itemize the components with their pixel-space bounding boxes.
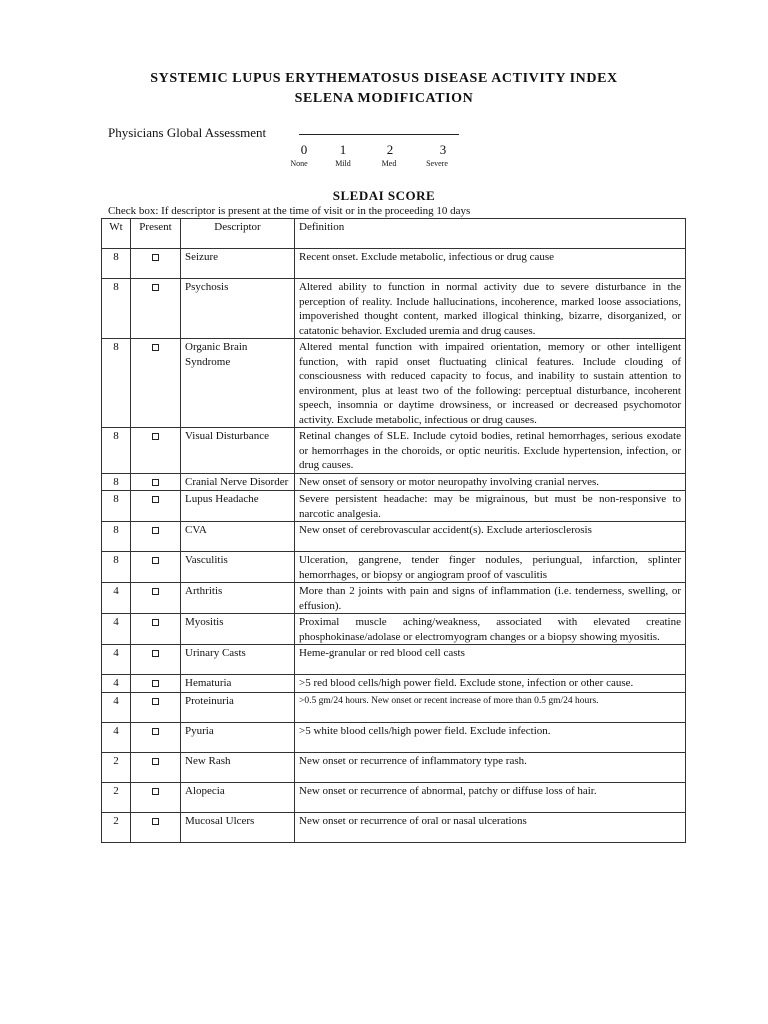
present-checkbox-cell[interactable] [131, 491, 181, 522]
row-definition: Severe persistent headache: may be migrainous, but must be non-responsive to narcotic analgesia. [295, 491, 686, 522]
row-descriptor: Arthritis [181, 583, 295, 614]
row-definition: New onset or recurrence of abnormal, patchy or diffuse loss of hair. [295, 782, 686, 812]
row-descriptor: Vasculitis [181, 552, 295, 583]
present-checkbox-cell[interactable] [131, 782, 181, 812]
checkbox-icon[interactable] [152, 788, 159, 795]
row-definition: Heme-granular or red blood cell casts [295, 645, 686, 675]
row-definition: >5 red blood cells/high power field. Exclude stone, infection or other cause. [295, 675, 686, 693]
table-row [102, 752, 686, 782]
checkbox-icon[interactable] [152, 698, 159, 705]
table-row [102, 428, 686, 474]
present-checkbox-cell[interactable] [131, 812, 181, 842]
row-weight: 8 [102, 428, 131, 474]
row-descriptor: New Rash [181, 752, 295, 782]
table-row [102, 614, 686, 645]
sledai-title: SLEDAI SCORE [332, 188, 436, 203]
table-header-row [102, 219, 686, 249]
row-weight: 8 [102, 249, 131, 279]
present-checkbox-cell[interactable] [131, 722, 181, 752]
row-descriptor: Alopecia [181, 782, 295, 812]
row-weight: 4 [102, 692, 131, 722]
checkbox-icon[interactable] [152, 588, 159, 595]
scale-label-none: None [290, 159, 308, 168]
document-title-line2: SELENA MODIFICATION [294, 91, 474, 106]
row-weight: 4 [102, 583, 131, 614]
row-definition: More than 2 joints with pain and signs of inflammation (i.e. tenderness, swelling, or effusion). [295, 583, 686, 614]
row-definition: New onset of sensory or motor neuropathy involving cranial nerves. [295, 473, 686, 491]
checkbox-icon[interactable] [152, 479, 159, 486]
table-row [102, 645, 686, 675]
table-row [102, 552, 686, 583]
checkbox-icon[interactable] [152, 344, 159, 351]
row-weight: 2 [102, 812, 131, 842]
scale-label-severe: Severe [426, 159, 448, 168]
table-row [102, 522, 686, 552]
row-definition: New onset or recurrence of inflammatory type rash. [295, 752, 686, 782]
column-header-definition: Definition [295, 219, 686, 249]
present-checkbox-cell[interactable] [131, 552, 181, 583]
row-descriptor: Urinary Casts [181, 645, 295, 675]
row-descriptor: Lupus Headache [181, 491, 295, 522]
row-definition: >5 white blood cells/high power field. Exclude infection. [295, 722, 686, 752]
row-descriptor: Hematuria [181, 675, 295, 693]
row-weight: 4 [102, 645, 131, 675]
physician-assessment-label: Physicians Global Assessment [108, 125, 267, 140]
row-definition: Altered ability to function in normal activity due to severe disturbance in the perception of reality. Include hallucinations, incoherence, marked loose associations, impoverished thought content, marked illogical thinking, bizarre, disorganized, or catatonic behavior. Excluded uremia and drug causes. [295, 279, 686, 339]
present-checkbox-cell[interactable] [131, 583, 181, 614]
row-weight: 8 [102, 522, 131, 552]
scale-value-3: 3 [439, 142, 447, 157]
checkbox-icon[interactable] [152, 254, 159, 261]
checkbox-icon[interactable] [152, 680, 159, 687]
row-definition: New onset of cerebrovascular accident(s). Exclude arteriosclerosis [295, 522, 686, 552]
table-row [102, 473, 686, 491]
table-row [102, 782, 686, 812]
row-descriptor: Psychosis [181, 279, 295, 339]
scale-value-1: 1 [339, 142, 347, 157]
checkbox-icon[interactable] [152, 284, 159, 291]
column-header-descriptor: Descriptor [181, 219, 295, 249]
present-checkbox-cell[interactable] [131, 522, 181, 552]
row-weight: 4 [102, 675, 131, 693]
row-descriptor: Seizure [181, 249, 295, 279]
checkbox-icon[interactable] [152, 818, 159, 825]
row-definition: >0.5 gm/24 hours. New onset or recent increase of more than 0.5 gm/24 hours. [295, 692, 686, 722]
row-weight: 8 [102, 279, 131, 339]
checkbox-icon[interactable] [152, 433, 159, 440]
table-row [102, 583, 686, 614]
scale-label-med: Med [381, 159, 397, 168]
sledai-table [101, 218, 686, 843]
checkbox-icon[interactable] [152, 650, 159, 657]
present-checkbox-cell[interactable] [131, 645, 181, 675]
table-row [102, 339, 686, 428]
table-row [102, 491, 686, 522]
present-checkbox-cell[interactable] [131, 428, 181, 474]
row-weight: 2 [102, 752, 131, 782]
present-checkbox-cell[interactable] [131, 473, 181, 491]
present-checkbox-cell[interactable] [131, 339, 181, 428]
present-checkbox-cell[interactable] [131, 692, 181, 722]
row-descriptor: Proteinuria [181, 692, 295, 722]
scale-label-mild: Mild [335, 159, 351, 168]
row-descriptor: Mucosal Ulcers [181, 812, 295, 842]
table-row [102, 675, 686, 693]
table-row [102, 692, 686, 722]
row-weight: 4 [102, 614, 131, 645]
present-checkbox-cell[interactable] [131, 249, 181, 279]
row-descriptor: Visual Disturbance [181, 428, 295, 474]
table-row [102, 249, 686, 279]
present-checkbox-cell[interactable] [131, 279, 181, 339]
row-definition: Ulceration, gangrene, tender finger nodules, periungual, infarction, splinter hemorrhages, or biopsy or angiogram proof of vasculitis [295, 552, 686, 583]
row-weight: 8 [102, 552, 131, 583]
row-weight: 4 [102, 722, 131, 752]
table-row [102, 812, 686, 842]
table-row [102, 722, 686, 752]
checkbox-icon[interactable] [152, 496, 159, 503]
row-descriptor: Pyuria [181, 722, 295, 752]
row-definition: Recent onset. Exclude metabolic, infectious or drug cause [295, 249, 686, 279]
check-instruction: Check box: If descriptor is present at the time of visit or in the proceeding 10 days [108, 205, 471, 217]
row-definition: Altered mental function with impaired orientation, memory or other intelligent function, with rapid onset fluctuating clinical features. Include clouding of consciousness with reduced capacity to focus, and inability to sustain attention to environment, plus at least two of the following: perceptual disturbance, incoherent speech, insomnia or daytime drowsiness, or increased or decreased psychomotor activity. Exclude metabolic, infectious or drug causes. [295, 339, 686, 428]
row-descriptor: Cranial Nerve Disorder [181, 473, 295, 491]
checkbox-icon[interactable] [152, 557, 159, 564]
physician-assessment-line[interactable] [299, 134, 459, 135]
row-weight: 8 [102, 339, 131, 428]
checkbox-icon[interactable] [152, 527, 159, 534]
column-header-wt: Wt [102, 219, 131, 249]
row-definition: Retinal changes of SLE. Include cytoid bodies, retinal hemorrhages, serious exodate or hemorrhages in the choroids, or optic neuritis. Exclude hypertension, infection, or drug causes. [295, 428, 686, 474]
row-descriptor: Organic Brain Syndrome [181, 339, 295, 428]
row-definition: Proximal muscle aching/weakness, associated with elevated creatine phosphokinase/adolase or electromyogram changes or a biopsy showing myositis. [295, 614, 686, 645]
row-descriptor: CVA [181, 522, 295, 552]
present-checkbox-cell[interactable] [131, 752, 181, 782]
assessment-scale [0, 142, 768, 176]
row-descriptor: Myositis [181, 614, 295, 645]
row-weight: 8 [102, 473, 131, 491]
present-checkbox-cell[interactable] [131, 614, 181, 645]
document-title-line1: SYSTEMIC LUPUS ERYTHEMATOSUS DISEASE ACTIVITY INDEX [150, 71, 618, 86]
scale-value-0: 0 [300, 142, 308, 157]
row-weight: 2 [102, 782, 131, 812]
row-definition: New onset or recurrence of oral or nasal ulcerations [295, 812, 686, 842]
checkbox-icon[interactable] [152, 728, 159, 735]
table-row [102, 279, 686, 339]
column-header-present: Present [131, 219, 181, 249]
row-weight: 8 [102, 491, 131, 522]
checkbox-icon[interactable] [152, 619, 159, 626]
checkbox-icon[interactable] [152, 758, 159, 765]
scale-value-2: 2 [386, 142, 394, 157]
present-checkbox-cell[interactable] [131, 675, 181, 693]
